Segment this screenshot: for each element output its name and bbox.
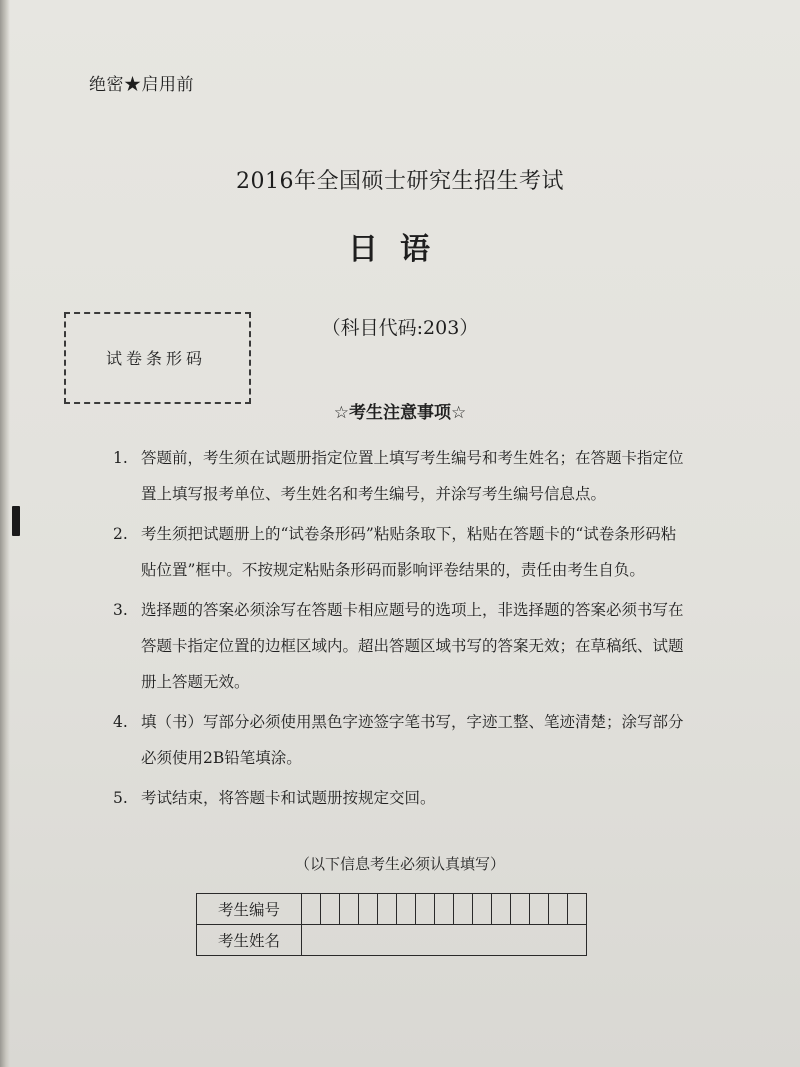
notice-item-text: 选择题的答案必须涂写在答题卡相应题号的选项上，非选择题的答案必须书写在答题卡指定位置的边框区域内。超出答题区域书写的答案无效；在草稿纸、试题册上答题无效。 — [141, 601, 684, 691]
notice-item — [113, 592, 688, 700]
barcode-label: 试卷条形码 — [106, 349, 207, 368]
subject-title: 日语 — [348, 232, 452, 267]
notice-item-number: 2. — [113, 525, 128, 543]
candidate-number-cell[interactable] — [454, 894, 473, 925]
candidate-number-cell[interactable] — [511, 894, 530, 925]
notice-item — [113, 516, 688, 588]
candidate-number-row — [197, 894, 587, 925]
candidate-number-cell[interactable] — [416, 894, 435, 925]
candidate-number-cell[interactable] — [473, 894, 492, 925]
candidate-number-cell[interactable] — [492, 894, 511, 925]
notice-item — [113, 704, 688, 776]
notice-item-number: 5. — [113, 789, 128, 807]
barcode-box[interactable] — [64, 312, 251, 404]
notice-item — [113, 780, 688, 816]
notice-item-text: 考试结束，将答题卡和试题册按规定交回。 — [141, 789, 436, 807]
candidate-number-cell[interactable] — [321, 894, 340, 925]
candidate-number-label: 考生编号 — [197, 894, 302, 925]
candidate-info-table — [196, 893, 587, 956]
candidate-number-cell[interactable] — [302, 894, 321, 925]
fill-instruction: （以下信息考生必须认真填写） — [294, 855, 505, 873]
candidate-number-cell[interactable] — [530, 894, 549, 925]
confidentiality-label: 绝密★启用前 — [89, 75, 194, 95]
notice-item-text: 填（书）写部分必须使用黑色字迹签字笔书写，字迹工整、笔迹清楚；涂写部分必须使用2B铅笔填涂。 — [141, 713, 684, 767]
notice-item-number: 1. — [113, 449, 128, 467]
notice-list — [113, 440, 688, 820]
binding-mark — [12, 506, 20, 536]
candidate-name-label: 考生姓名 — [197, 925, 302, 956]
notice-item-number: 4. — [113, 713, 128, 731]
notice-item-text: 答题前，考生须在试题册指定位置上填写考生编号和考生姓名；在答题卡指定位置上填写报考单位、考生姓名和考生编号，并涂写考生编号信息点。 — [141, 449, 684, 503]
notice-heading: ☆考生注意事项☆ — [333, 403, 467, 423]
candidate-number-cell[interactable] — [435, 894, 454, 925]
exam-title: 2016年全国硕士研究生招生考试 — [236, 169, 564, 194]
page-left-edge — [0, 0, 10, 1067]
notice-item-text: 考生须把试题册上的“试卷条形码”粘贴条取下，粘贴在答题卡的“试卷条形码粘贴位置”框中。不按规定粘贴条形码而影响评卷结果的，责任由考生自负。 — [141, 525, 677, 579]
candidate-name-field[interactable] — [302, 925, 587, 956]
candidate-number-cell[interactable] — [568, 894, 587, 925]
candidate-number-cell[interactable] — [549, 894, 568, 925]
candidate-number-cell[interactable] — [397, 894, 416, 925]
candidate-name-row — [197, 925, 587, 956]
candidate-number-cell[interactable] — [359, 894, 378, 925]
notice-item — [113, 440, 688, 512]
notice-item-number: 3. — [113, 601, 128, 619]
subject-code: （科目代码:203） — [321, 317, 479, 339]
candidate-number-cell[interactable] — [378, 894, 397, 925]
candidate-number-cell[interactable] — [340, 894, 359, 925]
